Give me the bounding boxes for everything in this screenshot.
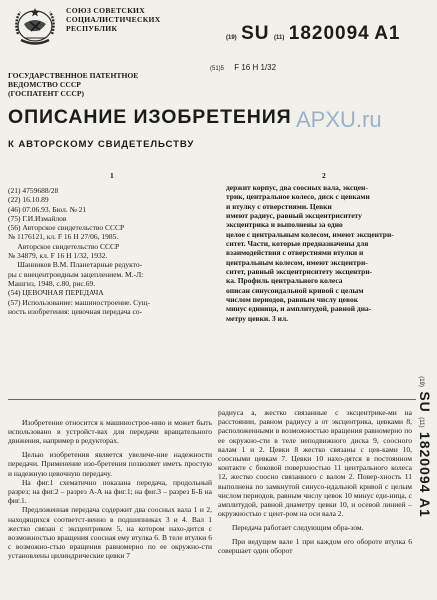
side-patent-number: [417, 312, 433, 582]
biblio-line: (21) 4759688/28: [8, 186, 59, 195]
side-tag-19: (19): [418, 376, 424, 387]
biblio-line: ры с внецентроидным зацеплением. М.-Л:: [8, 269, 144, 279]
description-left-column: [8, 418, 212, 561]
description-paragraph: Передача работает следующим обра-зом.: [232, 522, 364, 532]
side-number: 1820094: [417, 431, 433, 494]
patent-number-block: [226, 23, 401, 45]
biblio-line: (75) Г.И.Измайлов: [8, 213, 67, 223]
description-paragraph: На фиг.1 схематично показана передача, продольный разрез; на фиг.2 – разрез А-А на фиг.1; на фиг.3 – разрез Б-Б на фиг.1.: [8, 477, 212, 506]
abstract-line: эксцентрика и выполнены за одно: [226, 220, 343, 230]
biblio-line: (54) ЦЕВОЧНАЯ ПЕРЕДАЧА: [8, 288, 104, 298]
union-line: РЕСПУБЛИК: [66, 24, 118, 33]
patent-office: [8, 71, 138, 98]
abstract-line: держит корпус, два соосных вала, эксцен-: [226, 183, 368, 192]
abstract-line: ситет. Части, которые предназначены для: [226, 239, 369, 249]
patent-kind: A1: [374, 23, 401, 44]
abstract-line: и втулку с отверстиями. Цевки: [226, 201, 332, 211]
abstract-line: центральным колесом, имеют эксцентри-: [226, 257, 368, 267]
biblio-line: (22) 16.10.89: [8, 195, 49, 205]
document-title: ОПИСАНИЕ ИЗОБРЕТЕНИЯ: [8, 106, 292, 128]
abstract-line: взаимодействия с отверстиями втулки и: [226, 248, 364, 258]
side-country: SU: [417, 391, 433, 413]
office-line: ГОСУДАРСТВЕННОЕ ПАТЕНТНОЕ: [8, 71, 139, 80]
description-paragraph: Целью изобретения является увеличе-ние надежности передачи. Применение изо-бретения позволяет иметь простую и надежную цевочную передачу.: [8, 450, 212, 478]
document-subtitle: К АВТОРСКОМУ СВИДЕТЕЛЬСТВУ: [8, 139, 195, 150]
abstract-line: числом периодов, равным числу цевок: [226, 295, 359, 305]
union-line: СОЮЗ СОВЕТСКИХ: [66, 6, 146, 15]
biblio-line: № 1176121, кл. F 16 H 27/06, 1985.: [8, 232, 119, 242]
field-tag-11: (11): [273, 35, 285, 41]
bibliographic-data: [8, 186, 222, 316]
office-line: ВЕДОМСТВО СССР: [8, 80, 81, 89]
abstract-line: целое с центральным колесом, имеют эксцентри-: [226, 229, 394, 239]
description-paragraph: При ведущем вале 1 при каждом его обороте втулка 6 совершает один оборот: [218, 536, 412, 555]
biblio-line: Авторское свидетельство СССР: [8, 241, 120, 251]
country-code: SU: [241, 23, 270, 44]
description-right-column: [218, 408, 412, 555]
abstract-line: метру цевки. 3 ил.: [226, 313, 289, 323]
issuer-union: [66, 6, 161, 33]
abstract-line: имеют радиус, равный эксцентриситету: [226, 211, 362, 221]
abstract-line: минус единица, и амплитудой, равной диа-: [226, 304, 372, 314]
ipc-code: F 16 H 1/32: [234, 63, 277, 72]
biblio-line: Машгиз, 1948, с.80, рис.69.: [8, 278, 96, 288]
patent-number: 1820094: [288, 23, 370, 44]
column-number-2: 2: [322, 171, 326, 180]
side-tag-11: (11): [418, 417, 424, 428]
biblio-line: (57) Использование: машиностроение. Сущ-: [8, 297, 151, 307]
description-paragraph: Изобретение относится к машинострое-нию и может быть использовано в устройст-вах для передачи вращательного движения, например в редукторах.: [8, 418, 212, 446]
union-line: СОЦИАЛИСТИЧЕСКИХ: [66, 15, 161, 24]
field-tag-19: (19): [226, 35, 237, 41]
biblio-line: № 34879, кл. F 16 H 1/32, 1932.: [8, 251, 108, 261]
biblio-line: ность изобретения: цевочная передача со-: [8, 306, 143, 316]
side-kind: A1: [417, 497, 433, 518]
abstract-line: ситет, равный эксцентриситету эксцентри-: [226, 267, 373, 277]
abstract-text: [226, 183, 408, 323]
description-paragraph: Предложенная передача содержит два соосных вала 1 и 2, находящихся соответст-венно в подшипниках 3 и 4. Вал 1 жестко связан с эксцентриком 5, на котором нахо-дится с возможностью вращения соосная ему втулка 6. В теле втулки 6 с возможно-стью вращения равномерно по ее окружно-сти установлены цилиндрические цевки 7: [8, 505, 212, 561]
abstract-line: описан синусоидальной кривой с целым: [226, 285, 364, 295]
field-tag-51: (51)5: [210, 66, 225, 72]
section-divider: [8, 399, 416, 400]
description-paragraph: радиуса а, жестко связанные с эксцентрике-ми на расстоянии, равном радиусу а от эксцентрика, цевками 8, расположенными в возможностью вращения равномерно по ее окружно-сти в теле неподвижного диска 9, соосного валам 1 и 2. Цевки 8 жестко связаны с цев-ками 10, соосными цевкам 7. Цевки 10 нахо-дятся в постоянном контакте с боковой поверхностью 11 центрального колеса 12, жестко соосно связанного с валом 2. Повер-хность 11 выполнена по замкнутой синусо-идальной кривой с целым числом периодов, равным числу цевок 10 минус еди-ница, с амплитудой, равной диаметру цевки 10, и осевой линией – окружностью с цент-ром на оси вала 2.: [218, 408, 412, 519]
abstract-line: трик, центральное колесо, диск с цевками: [226, 192, 370, 202]
abstract-line: ка. Профиль центрального колеса: [226, 276, 343, 286]
state-emblem: [10, 4, 60, 50]
office-line: (ГОСПАТЕНТ СССР): [8, 89, 84, 98]
biblio-line: (56) Авторское свидетельство СССР: [8, 223, 125, 233]
biblio-line: Шанников В.М. Планетарные редукто-: [8, 260, 143, 270]
ipc-classification: [210, 63, 276, 72]
watermark: APXU.ru: [296, 107, 382, 132]
biblio-line: (46) 07.06.93. Бюл. № 21: [8, 204, 87, 214]
column-number-1: 1: [110, 171, 114, 180]
